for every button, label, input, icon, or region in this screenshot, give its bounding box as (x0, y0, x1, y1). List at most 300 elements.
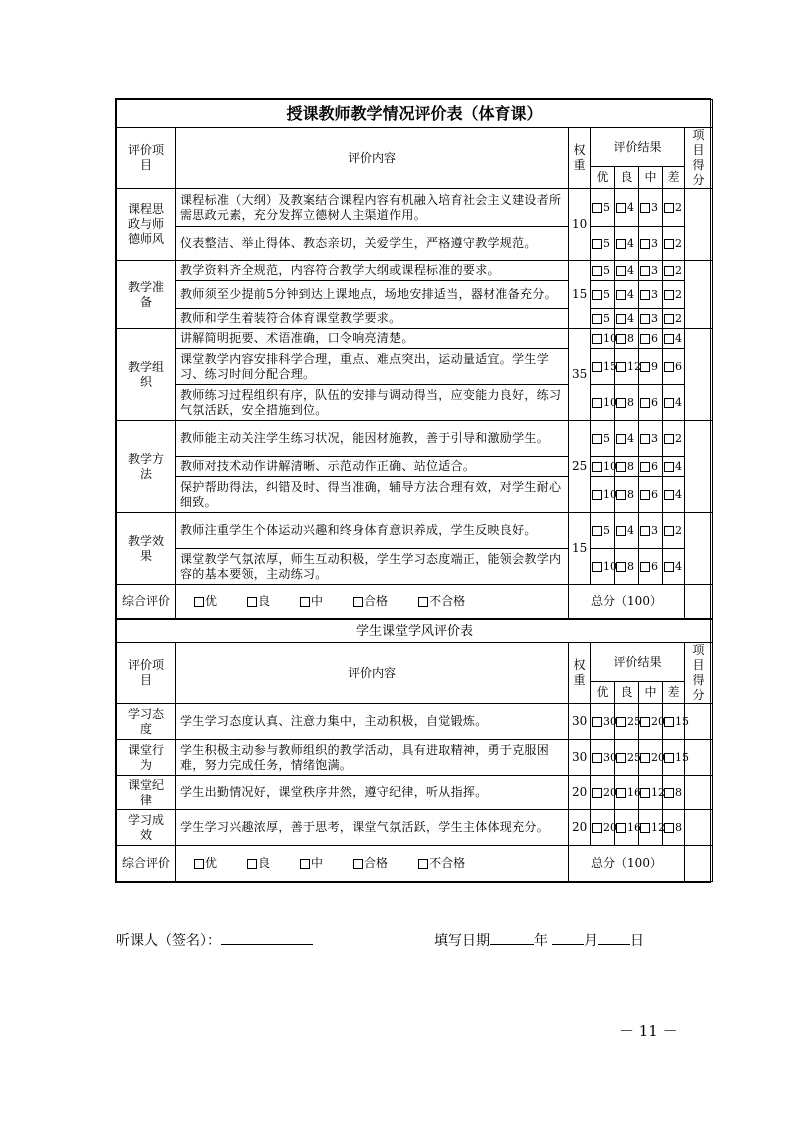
score-option-2[interactable] (639, 776, 663, 810)
checkbox-icon[interactable] (616, 314, 626, 324)
checkbox-icon[interactable] (194, 597, 204, 607)
category-name: 课堂纪律 (117, 776, 176, 810)
criteria-row (117, 549, 713, 585)
score-option-1[interactable] (615, 189, 639, 227)
category-name: 学习成效 (117, 810, 176, 846)
score-option-2[interactable] (639, 421, 663, 457)
checkbox-icon[interactable] (592, 239, 602, 249)
score-option-1[interactable] (615, 349, 639, 385)
checkbox-icon[interactable] (616, 490, 626, 500)
criteria-text: 教师须至少提前5分钟到达上课地点，场地安排适当，器材准备充分。 (176, 281, 569, 309)
header-row (117, 643, 713, 682)
score-value: 8 (627, 488, 634, 501)
checkbox-icon[interactable] (640, 266, 650, 276)
score-option-0[interactable] (591, 261, 615, 281)
checkbox-icon[interactable] (664, 717, 674, 727)
checkbox-icon[interactable] (592, 526, 602, 536)
overall-option[interactable] (300, 856, 323, 870)
day-blank[interactable] (598, 930, 630, 945)
checkbox-icon[interactable] (418, 859, 428, 869)
checkbox-icon[interactable] (616, 203, 626, 213)
teacher-evaluation-table (116, 99, 713, 619)
checkbox-icon[interactable] (616, 526, 626, 536)
overall-option-label: 合格 (364, 594, 389, 608)
score-value: 16 (627, 821, 641, 834)
total-score-cell[interactable] (685, 846, 713, 882)
score-option-3[interactable] (663, 281, 685, 309)
score-option-0[interactable] (591, 810, 615, 846)
table-title: 学生课堂学风评价表 (117, 620, 713, 643)
score-option-1[interactable] (615, 261, 639, 281)
listener-label: 听课人（签名）： (116, 933, 221, 949)
checkbox-icon[interactable] (616, 266, 626, 276)
overall-option[interactable] (247, 594, 270, 608)
checkbox-icon[interactable] (592, 434, 602, 444)
score-value: 3 (651, 312, 658, 325)
criteria-text: 教学资料齐全规范，内容符合教学大纲或课程标准的要求。 (176, 261, 569, 281)
overall-label: 综合评价 (117, 846, 176, 882)
criteria-text: 学生学习兴趣浓厚，善于思考，课堂气氛活跃，学生主体体现充分。 (176, 810, 569, 846)
category-weight: 35 (569, 329, 591, 421)
score-option-1[interactable] (615, 227, 639, 261)
title-row (117, 100, 713, 128)
overall-option[interactable] (194, 594, 217, 608)
overall-option[interactable] (353, 594, 388, 608)
score-value: 6 (651, 460, 658, 473)
score-option-2[interactable] (639, 385, 663, 421)
score-value: 6 (675, 360, 682, 373)
score-value: 2 (675, 288, 682, 301)
overall-option-label: 中 (311, 856, 324, 870)
score-value: 8 (675, 821, 682, 834)
total-score-label: 总分（100） (569, 585, 685, 619)
score-option-2[interactable] (639, 189, 663, 227)
date-label: 填写日期 (434, 933, 490, 949)
score-option-2[interactable] (639, 227, 663, 261)
score-option-2[interactable] (639, 477, 663, 513)
item-score-cell[interactable] (685, 810, 713, 846)
score-option-3[interactable] (663, 513, 685, 549)
score-value: 16 (627, 786, 641, 799)
score-option-1[interactable] (615, 776, 639, 810)
checkbox-icon[interactable] (592, 717, 602, 727)
checkbox-icon[interactable] (592, 314, 602, 324)
criteria-text: 教师注重学生个体运动兴趣和终身体育意识养成，学生反映良好。 (176, 513, 569, 549)
checkbox-icon[interactable] (640, 462, 650, 472)
score-option-0[interactable] (591, 740, 615, 776)
score-option-0[interactable] (591, 421, 615, 457)
score-option-3[interactable] (663, 189, 685, 227)
checkbox-icon[interactable] (664, 362, 674, 372)
month-blank[interactable] (552, 930, 584, 945)
score-option-3[interactable] (663, 329, 685, 349)
score-value: 5 (603, 237, 610, 250)
header-row (117, 128, 713, 167)
year-blank[interactable] (490, 930, 534, 945)
item-score-cell[interactable] (685, 261, 713, 329)
criteria-text: 仪表整洁、举止得体、教态亲切，关爱学生，严格遵守教学规范。 (176, 227, 569, 261)
grade-label: 优 (591, 167, 615, 189)
criteria-text: 学生积极主动参与教师组织的教学活动，具有进取精神，勇于克服困难，努力完成任务，情绪饱满。 (176, 740, 569, 776)
checkbox-icon[interactable] (664, 266, 674, 276)
checkbox-icon[interactable] (592, 562, 602, 572)
overall-row (117, 846, 713, 882)
item-score-cell[interactable] (685, 329, 713, 421)
score-value: 15 (675, 715, 689, 728)
checkbox-icon[interactable] (353, 859, 363, 869)
score-value: 2 (675, 524, 682, 537)
evaluation-sheet (115, 98, 711, 883)
criteria-text: 课堂教学内容安排科学合理，重点、难点突出，运动量适宜。学生学习、练习时间分配合理。 (176, 349, 569, 385)
overall-option[interactable] (418, 594, 465, 608)
item-score-cell[interactable] (685, 189, 713, 261)
category-weight: 25 (569, 421, 591, 513)
score-option-2[interactable] (639, 810, 663, 846)
header-score: 项目得分 (685, 128, 713, 189)
criteria-row (117, 309, 713, 329)
overall-options (176, 585, 569, 619)
score-value: 4 (627, 524, 634, 537)
score-value: 2 (675, 237, 682, 250)
checkbox-icon[interactable] (640, 398, 650, 408)
score-option-3[interactable] (663, 309, 685, 329)
checkbox-icon[interactable] (640, 717, 650, 727)
score-value: 4 (627, 237, 634, 250)
category-weight: 15 (569, 261, 591, 329)
checkbox-icon[interactable] (664, 562, 674, 572)
score-value: 8 (627, 332, 634, 345)
header-score: 项目得分 (685, 643, 713, 704)
checkbox-icon[interactable] (640, 362, 650, 372)
score-value: 4 (627, 312, 634, 325)
score-value: 4 (675, 460, 682, 473)
score-option-0[interactable] (591, 309, 615, 329)
score-option-0[interactable] (591, 349, 615, 385)
score-option-0[interactable] (591, 477, 615, 513)
score-option-0[interactable] (591, 549, 615, 585)
score-value: 8 (627, 560, 634, 573)
score-value: 3 (651, 264, 658, 277)
subtitle-row (117, 620, 713, 643)
overall-options (176, 846, 569, 882)
score-option-1[interactable] (615, 740, 639, 776)
criteria-text: 教师对技术动作讲解清晰、示范动作正确、站位适合。 (176, 457, 569, 477)
overall-label: 综合评价 (117, 585, 176, 619)
score-option-1[interactable] (615, 457, 639, 477)
checkbox-icon[interactable] (664, 526, 674, 536)
score-option-0[interactable] (591, 329, 615, 349)
checkbox-icon[interactable] (592, 362, 602, 372)
category-name: 教学准备 (117, 261, 176, 329)
checkbox-icon[interactable] (592, 462, 602, 472)
checkbox-icon[interactable] (616, 290, 626, 300)
criteria-text: 学生学习态度认真、注意力集中，主动积极，自觉锻炼。 (176, 704, 569, 740)
score-option-3[interactable] (663, 549, 685, 585)
category-name: 教学效果 (117, 513, 176, 585)
criteria-text: 教师和学生着装符合体育课堂教学要求。 (176, 309, 569, 329)
header-item: 评价项目 (117, 128, 176, 189)
score-option-3[interactable] (663, 421, 685, 457)
category-name: 教学方法 (117, 421, 176, 513)
score-option-2[interactable] (639, 281, 663, 309)
score-value: 2 (675, 264, 682, 277)
criteria-row (117, 740, 713, 776)
category-weight: 30 (569, 704, 591, 740)
overall-option-label: 优 (205, 856, 218, 870)
checkbox-icon[interactable] (664, 788, 674, 798)
checkbox-icon[interactable] (640, 562, 650, 572)
criteria-text: 教师练习过程组织有序，队伍的安排与调动得当，应变能力良好，练习气氛活跃，安全措施到位。 (176, 385, 569, 421)
checkbox-icon[interactable] (664, 823, 674, 833)
score-value: 4 (675, 396, 682, 409)
score-value: 4 (627, 264, 634, 277)
criteria-row (117, 477, 713, 513)
score-option-0[interactable] (591, 776, 615, 810)
checkbox-icon[interactable] (664, 490, 674, 500)
checkbox-icon[interactable] (247, 597, 257, 607)
checkbox-icon[interactable] (664, 203, 674, 213)
score-option-2[interactable] (639, 740, 663, 776)
checkbox-icon[interactable] (664, 398, 674, 408)
score-value: 6 (651, 560, 658, 573)
category-weight: 20 (569, 776, 591, 810)
score-option-3[interactable] (663, 261, 685, 281)
score-value: 5 (603, 288, 610, 301)
checkbox-icon[interactable] (640, 203, 650, 213)
category-name: 课程思政与师德师风 (117, 189, 176, 261)
score-option-1[interactable] (615, 704, 639, 740)
checkbox-icon[interactable] (300, 859, 310, 869)
checkbox-icon[interactable] (616, 562, 626, 572)
score-option-0[interactable] (591, 457, 615, 477)
checkbox-icon[interactable] (592, 203, 602, 213)
checkbox-icon[interactable] (616, 823, 626, 833)
checkbox-icon[interactable] (616, 239, 626, 249)
grade-label: 中 (639, 167, 663, 189)
score-option-1[interactable] (615, 810, 639, 846)
checkbox-icon[interactable] (640, 334, 650, 344)
checkbox-icon[interactable] (592, 823, 602, 833)
checkbox-icon[interactable] (616, 362, 626, 372)
score-option-2[interactable] (639, 309, 663, 329)
overall-option[interactable] (418, 856, 465, 870)
category-name: 教学组织 (117, 329, 176, 421)
criteria-text: 讲解简明扼要、术语准确，口令响亮清楚。 (176, 329, 569, 349)
checkbox-icon[interactable] (640, 434, 650, 444)
score-value: 20 (651, 751, 665, 764)
header-content: 评价内容 (176, 128, 569, 189)
criteria-row (117, 329, 713, 349)
score-value: 9 (651, 360, 658, 373)
checkbox-icon[interactable] (616, 753, 626, 763)
header-item: 评价项目 (117, 643, 176, 704)
score-option-2[interactable] (639, 261, 663, 281)
overall-option[interactable] (247, 856, 270, 870)
grade-label: 良 (615, 682, 639, 704)
criteria-row (117, 704, 713, 740)
checkbox-icon[interactable] (640, 753, 650, 763)
checkbox-icon[interactable] (640, 239, 650, 249)
item-score-cell[interactable] (685, 421, 713, 513)
checkbox-icon[interactable] (418, 597, 428, 607)
item-score-cell[interactable] (685, 776, 713, 810)
score-option-1[interactable] (615, 549, 639, 585)
score-option-1[interactable] (615, 329, 639, 349)
checkbox-icon[interactable] (640, 314, 650, 324)
category-weight: 10 (569, 189, 591, 261)
grade-label: 差 (663, 167, 685, 189)
overall-option-label: 中 (311, 594, 324, 608)
checkbox-icon[interactable] (592, 788, 602, 798)
score-value: 5 (603, 432, 610, 445)
score-option-3[interactable] (663, 810, 685, 846)
day-label: 日 (630, 933, 644, 949)
score-value: 6 (651, 332, 658, 345)
score-option-3[interactable] (663, 740, 689, 776)
score-option-1[interactable] (615, 309, 639, 329)
score-option-1[interactable] (615, 477, 639, 513)
checkbox-icon[interactable] (194, 859, 204, 869)
criteria-row (117, 281, 713, 309)
checkbox-icon[interactable] (616, 334, 626, 344)
score-value: 10 (603, 396, 617, 409)
criteria-text: 教师能主动关注学生练习状况，能因材施教，善于引导和激励学生。 (176, 421, 569, 457)
score-value: 20 (603, 786, 617, 799)
score-option-3[interactable] (663, 349, 685, 385)
checkbox-icon[interactable] (592, 398, 602, 408)
score-value: 4 (675, 560, 682, 573)
score-value: 10 (603, 560, 617, 573)
checkbox-icon[interactable] (592, 290, 602, 300)
listener-signature (116, 930, 313, 950)
score-value: 5 (603, 312, 610, 325)
criteria-row (117, 261, 713, 281)
header-content: 评价内容 (176, 643, 569, 704)
score-option-2[interactable] (639, 704, 663, 740)
checkbox-icon[interactable] (664, 753, 674, 763)
checkbox-icon[interactable] (616, 462, 626, 472)
overall-option[interactable] (353, 856, 388, 870)
checkbox-icon[interactable] (247, 859, 257, 869)
overall-option[interactable] (300, 594, 323, 608)
score-value: 10 (603, 460, 617, 473)
table-title: 授课教师教学情况评价表（体育课） (117, 100, 713, 128)
checkbox-icon[interactable] (640, 788, 650, 798)
criteria-row (117, 776, 713, 810)
checkbox-icon[interactable] (616, 717, 626, 727)
score-option-3[interactable] (663, 385, 685, 421)
score-option-3[interactable] (663, 776, 685, 810)
score-value: 20 (651, 715, 665, 728)
category-name: 课堂行为 (117, 740, 176, 776)
score-value: 5 (603, 201, 610, 214)
checkbox-icon[interactable] (640, 823, 650, 833)
checkbox-icon[interactable] (353, 597, 363, 607)
overall-option[interactable] (194, 856, 217, 870)
score-value: 6 (651, 488, 658, 501)
overall-option-label: 不合格 (429, 856, 466, 870)
score-option-3[interactable] (663, 227, 685, 261)
checkbox-icon[interactable] (640, 526, 650, 536)
criteria-row (117, 810, 713, 846)
grade-label: 中 (639, 682, 663, 704)
score-option-1[interactable] (615, 385, 639, 421)
score-option-1[interactable] (615, 513, 639, 549)
checkbox-icon[interactable] (616, 434, 626, 444)
checkbox-icon[interactable] (664, 434, 674, 444)
checkbox-icon[interactable] (616, 788, 626, 798)
score-value: 30 (603, 751, 617, 764)
score-value: 6 (651, 396, 658, 409)
total-score-cell[interactable] (685, 585, 713, 619)
checkbox-icon[interactable] (664, 239, 674, 249)
score-value: 3 (651, 524, 658, 537)
header-result: 评价结果 (591, 128, 685, 167)
score-value: 4 (627, 288, 634, 301)
category-weight: 30 (569, 740, 591, 776)
score-option-0[interactable] (591, 281, 615, 309)
checkbox-icon[interactable] (616, 398, 626, 408)
score-value: 4 (675, 332, 682, 345)
checkbox-icon[interactable] (664, 290, 674, 300)
score-option-0[interactable] (591, 704, 615, 740)
score-option-0[interactable] (591, 385, 615, 421)
overall-option-label: 优 (205, 594, 218, 608)
checkbox-icon[interactable] (664, 462, 674, 472)
score-value: 12 (651, 821, 665, 834)
score-value: 20 (603, 821, 617, 834)
checkbox-icon[interactable] (640, 290, 650, 300)
checkbox-icon[interactable] (300, 597, 310, 607)
checkbox-icon[interactable] (592, 266, 602, 276)
overall-option-label: 良 (258, 594, 271, 608)
criteria-row (117, 349, 713, 385)
checkbox-icon[interactable] (664, 314, 674, 324)
score-option-1[interactable] (615, 281, 639, 309)
score-option-1[interactable] (615, 421, 639, 457)
item-score-cell[interactable] (685, 513, 713, 585)
overall-option-label: 良 (258, 856, 271, 870)
checkbox-icon[interactable] (640, 490, 650, 500)
score-option-3[interactable] (663, 457, 685, 477)
score-value: 5 (603, 524, 610, 537)
score-option-2[interactable] (639, 513, 663, 549)
fill-date (434, 930, 644, 950)
score-value: 12 (627, 360, 641, 373)
score-option-2[interactable] (639, 349, 663, 385)
criteria-text: 保护帮助得法，纠错及时、得当准确，辅导方法合理有效，对学生耐心细致。 (176, 477, 569, 513)
score-option-2[interactable] (639, 329, 663, 349)
criteria-row (117, 385, 713, 421)
score-option-2[interactable] (639, 549, 663, 585)
score-option-0[interactable] (591, 227, 615, 261)
checkbox-icon[interactable] (664, 334, 674, 344)
criteria-row (117, 421, 713, 457)
score-option-0[interactable] (591, 513, 615, 549)
checkbox-icon[interactable] (592, 334, 602, 344)
score-option-3[interactable] (663, 704, 689, 740)
header-weight: 权重 (569, 643, 591, 704)
score-value: 8 (675, 786, 682, 799)
score-option-3[interactable] (663, 477, 685, 513)
score-option-2[interactable] (639, 457, 663, 477)
signature-line[interactable] (221, 930, 313, 945)
overall-row (117, 585, 713, 619)
score-value: 12 (651, 786, 665, 799)
score-option-0[interactable] (591, 189, 615, 227)
checkbox-icon[interactable] (592, 490, 602, 500)
checkbox-icon[interactable] (592, 753, 602, 763)
